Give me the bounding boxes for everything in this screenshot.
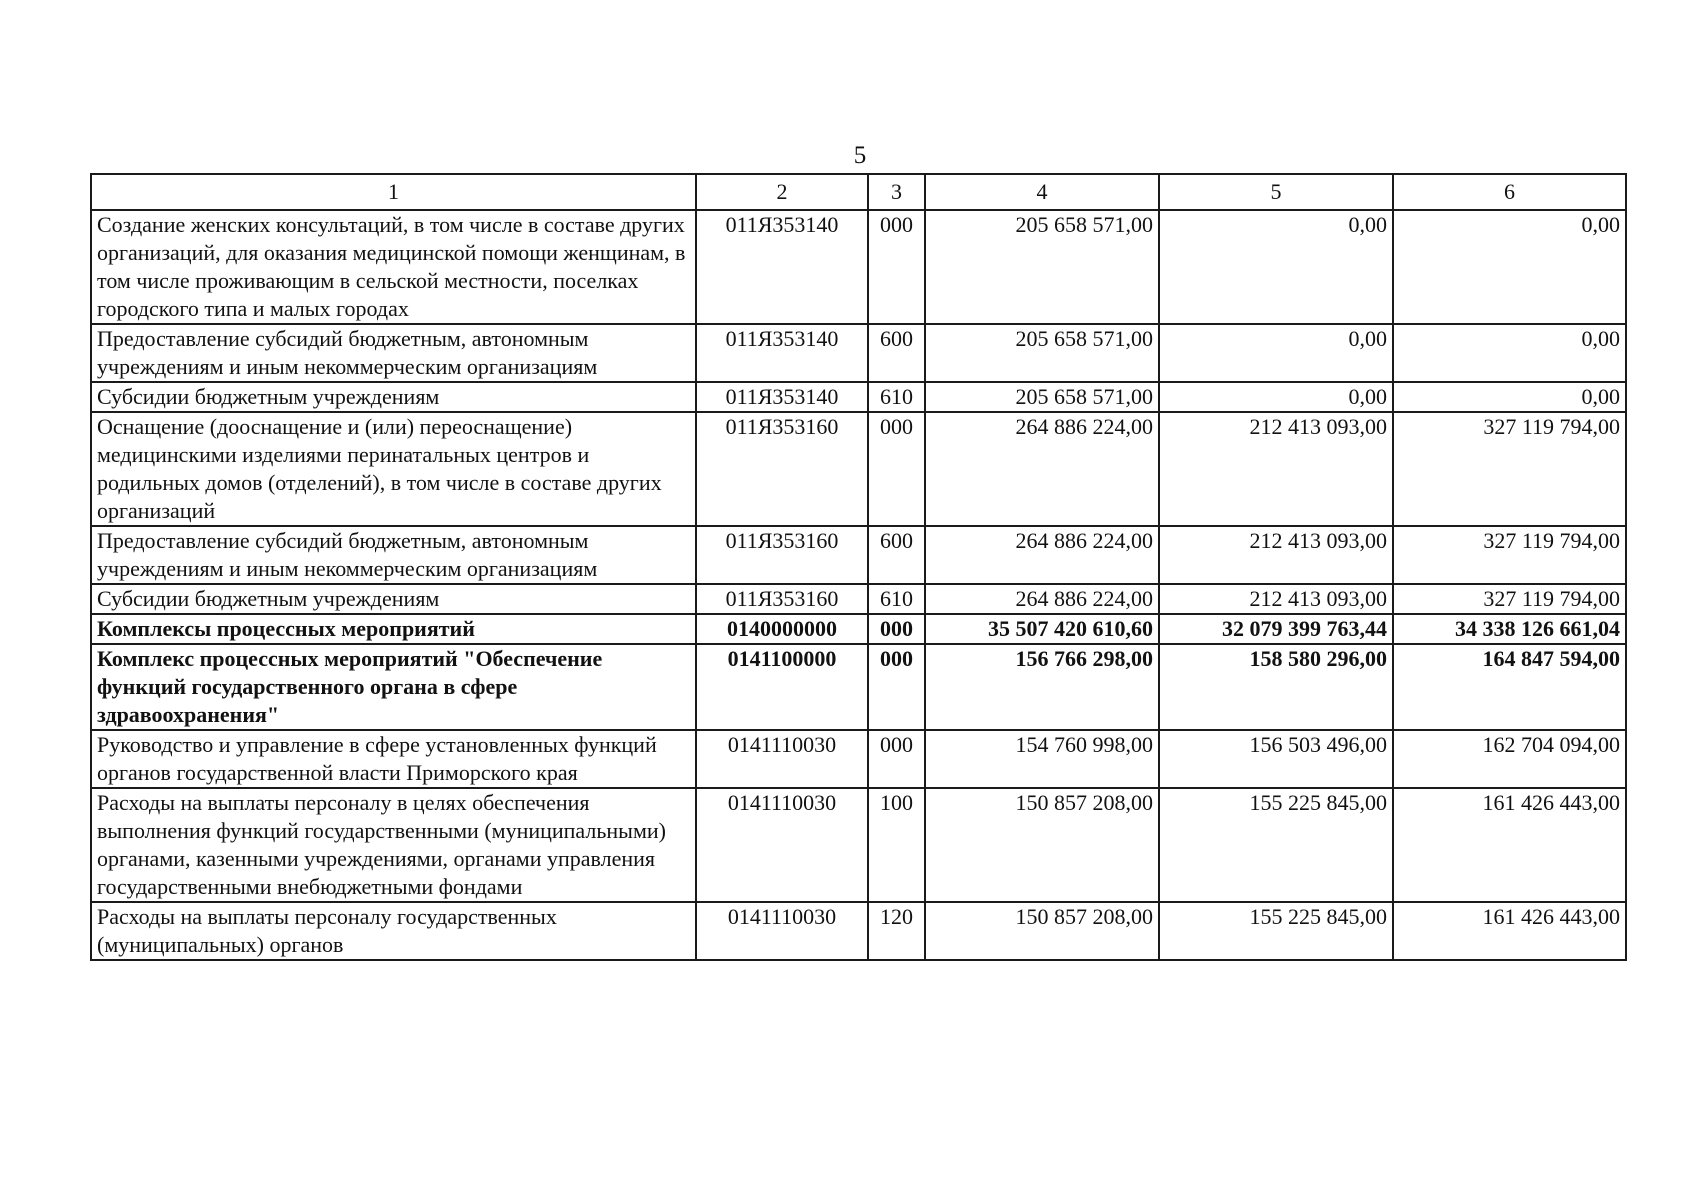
row-amount-cell: 0,00 — [1393, 382, 1626, 412]
row-type-cell: 120 — [868, 902, 925, 960]
row-type-cell: 000 — [868, 614, 925, 644]
row-amount-cell: 0,00 — [1159, 382, 1393, 412]
row-type-cell: 610 — [868, 382, 925, 412]
row-amount-cell: 156 503 496,00 — [1159, 730, 1393, 788]
row-amount-cell: 0,00 — [1393, 324, 1626, 382]
row-name-cell: Субсидии бюджетным учреждениям — [91, 584, 696, 614]
row-amount-cell: 155 225 845,00 — [1159, 788, 1393, 902]
row-type-cell: 100 — [868, 788, 925, 902]
row-type-cell: 600 — [868, 526, 925, 584]
row-amount-cell: 32 079 399 763,44 — [1159, 614, 1393, 644]
row-code-cell: 011Я353140 — [696, 210, 868, 324]
row-amount-cell: 327 119 794,00 — [1393, 526, 1626, 584]
row-amount-cell: 205 658 571,00 — [925, 210, 1159, 324]
row-amount-cell: 212 413 093,00 — [1159, 526, 1393, 584]
row-name-cell: Руководство и управление в сфере установленных функций органов государственной власти Приморского края — [91, 730, 696, 788]
row-amount-cell: 154 760 998,00 — [925, 730, 1159, 788]
row-amount-cell: 0,00 — [1159, 210, 1393, 324]
column-header: 4 — [925, 174, 1159, 210]
row-amount-cell: 0,00 — [1393, 210, 1626, 324]
row-amount-cell: 212 413 093,00 — [1159, 412, 1393, 526]
row-code-cell: 0141110030 — [696, 788, 868, 902]
row-amount-cell: 205 658 571,00 — [925, 324, 1159, 382]
row-code-cell: 011Я353140 — [696, 324, 868, 382]
table-row — [91, 412, 1626, 526]
row-amount-cell: 150 857 208,00 — [925, 902, 1159, 960]
row-amount-cell: 327 119 794,00 — [1393, 584, 1626, 614]
row-amount-cell: 161 426 443,00 — [1393, 788, 1626, 902]
table-row — [91, 730, 1626, 788]
table-row — [91, 584, 1626, 614]
row-amount-cell: 156 766 298,00 — [925, 644, 1159, 730]
row-amount-cell: 34 338 126 661,04 — [1393, 614, 1626, 644]
table-row — [91, 526, 1626, 584]
row-code-cell: 011Я353140 — [696, 382, 868, 412]
row-code-cell: 011Я353160 — [696, 526, 868, 584]
row-type-cell: 600 — [868, 324, 925, 382]
row-type-cell: 000 — [868, 730, 925, 788]
column-header: 1 — [91, 174, 696, 210]
row-amount-cell: 264 886 224,00 — [925, 584, 1159, 614]
row-name-cell: Предоставление субсидий бюджетным, автономным учреждениям и иным некоммерческим организациям — [91, 324, 696, 382]
row-amount-cell: 212 413 093,00 — [1159, 584, 1393, 614]
table-row — [91, 210, 1626, 324]
row-amount-cell: 35 507 420 610,60 — [925, 614, 1159, 644]
row-amount-cell: 164 847 594,00 — [1393, 644, 1626, 730]
row-code-cell: 0141100000 — [696, 644, 868, 730]
row-code-cell: 0141110030 — [696, 902, 868, 960]
column-header: 3 — [868, 174, 925, 210]
table-row — [91, 324, 1626, 382]
row-amount-cell: 155 225 845,00 — [1159, 902, 1393, 960]
row-amount-cell: 150 857 208,00 — [925, 788, 1159, 902]
row-name-cell: Расходы на выплаты персоналу в целях обеспечения выполнения функций государственными (муниципальными) органами, казенными учреждениями, органами управления государственными внебюджетными фондами — [91, 788, 696, 902]
row-name-cell: Предоставление субсидий бюджетным, автономным учреждениям и иным некоммерческим организациям — [91, 526, 696, 584]
row-amount-cell: 264 886 224,00 — [925, 412, 1159, 526]
row-amount-cell: 158 580 296,00 — [1159, 644, 1393, 730]
table-row — [91, 788, 1626, 902]
table-row — [91, 382, 1626, 412]
row-name-cell: Комплексы процессных мероприятий — [91, 614, 696, 644]
row-type-cell: 000 — [868, 412, 925, 526]
column-header: 6 — [1393, 174, 1626, 210]
budget-table — [90, 173, 1627, 961]
row-name-cell: Создание женских консультаций, в том числе в составе других организаций, для оказания медицинской помощи женщинам, в том числе проживающим в сельской местности, поселках городского типа и малых городах — [91, 210, 696, 324]
row-name-cell: Расходы на выплаты персоналу государственных (муниципальных) органов — [91, 902, 696, 960]
row-type-cell: 000 — [868, 210, 925, 324]
table-row — [91, 644, 1626, 730]
row-amount-cell: 0,00 — [1159, 324, 1393, 382]
table-row — [91, 614, 1626, 644]
row-name-cell: Оснащение (дооснащение и (или) переоснащение) медицинскими изделиями перинатальных центров и родильных домов (отделений), в том числе в составе других организаций — [91, 412, 696, 526]
row-type-cell: 610 — [868, 584, 925, 614]
row-name-cell: Субсидии бюджетным учреждениям — [91, 382, 696, 412]
row-code-cell: 0141110030 — [696, 730, 868, 788]
row-code-cell: 0140000000 — [696, 614, 868, 644]
row-name-cell: Комплекс процессных мероприятий "Обеспечение функций государственного органа в сфере здравоохранения" — [91, 644, 696, 730]
column-header: 5 — [1159, 174, 1393, 210]
row-amount-cell: 162 704 094,00 — [1393, 730, 1626, 788]
row-amount-cell: 161 426 443,00 — [1393, 902, 1626, 960]
row-type-cell: 000 — [868, 644, 925, 730]
row-amount-cell: 327 119 794,00 — [1393, 412, 1626, 526]
page-number: 5 — [853, 142, 867, 169]
row-amount-cell: 264 886 224,00 — [925, 526, 1159, 584]
table-row — [91, 902, 1626, 960]
row-code-cell: 011Я353160 — [696, 584, 868, 614]
column-header: 2 — [696, 174, 868, 210]
row-code-cell: 011Я353160 — [696, 412, 868, 526]
header-row — [91, 174, 1626, 210]
row-amount-cell: 205 658 571,00 — [925, 382, 1159, 412]
